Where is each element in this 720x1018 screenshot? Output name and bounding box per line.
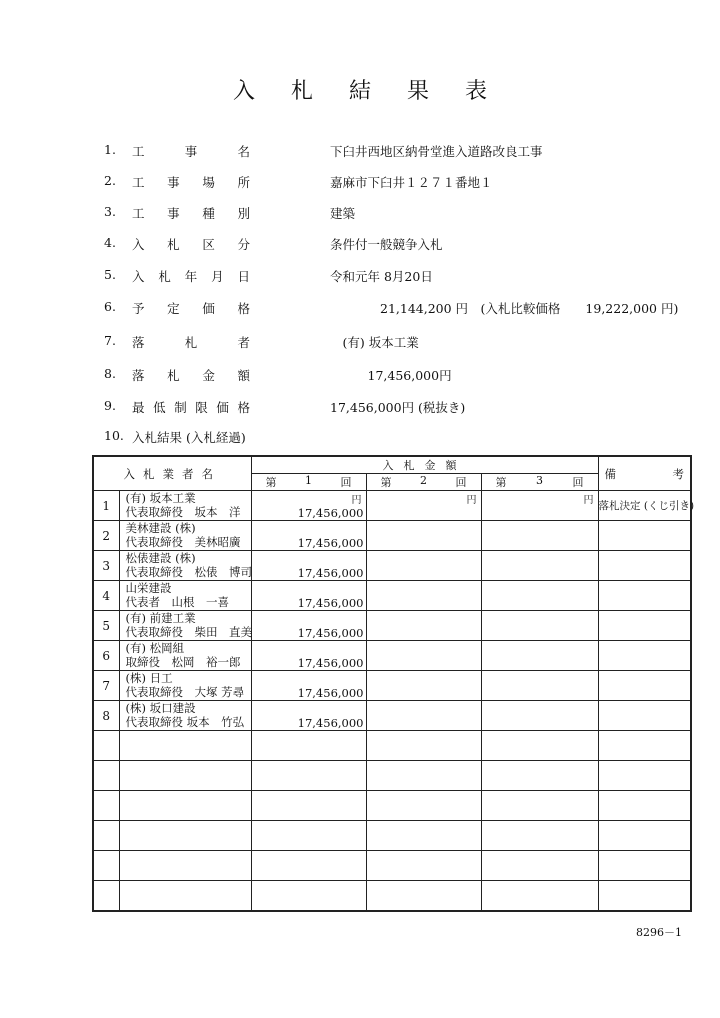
empty-cell <box>93 851 119 881</box>
field-label-char: 事 <box>167 206 180 221</box>
empty-cell <box>366 851 481 881</box>
row-index: 7 <box>93 671 119 701</box>
section-10-label: 入札結果 (入札経過) <box>132 430 246 445</box>
empty-cell <box>598 881 691 912</box>
bidder-company: 山栄建設 <box>125 581 172 595</box>
field-number: 5. <box>104 267 116 282</box>
remarks-cell: 落札決定 (くじ引き) <box>598 491 691 521</box>
empty-table-row <box>93 761 691 791</box>
field-label-char: 価 <box>216 400 229 415</box>
bidder-representative: 代表取締役 大塚 芳尋 <box>125 685 245 699</box>
field-value: 21,144,200 円 (入札比較価格 19,222,000 円) <box>330 301 679 316</box>
table-row <box>93 551 691 581</box>
row-index: 2 <box>93 521 119 551</box>
empty-cell <box>481 761 598 791</box>
empty-table-row <box>93 881 691 912</box>
field-label-char: 格 <box>237 301 250 316</box>
field-label <box>132 299 250 317</box>
empty-cell <box>366 791 481 821</box>
round-label-part: 回 <box>340 476 352 489</box>
empty-cell <box>251 791 366 821</box>
bidder-representative: 代表取締役 坂本 洋 <box>125 505 241 519</box>
bidder-company: (株) 坂口建設 <box>125 701 196 715</box>
round-label-part: 第 <box>265 476 277 489</box>
field-label-char: 場 <box>202 175 215 190</box>
yen-unit: 円 <box>351 495 362 506</box>
bidder-representative: 代表取締役 美林昭廣 <box>125 535 241 549</box>
bid-amount-round-3 <box>481 491 598 521</box>
title-char: 札 <box>290 79 313 104</box>
field-label-char: 金 <box>202 368 215 383</box>
table-row <box>93 701 691 731</box>
bid-amount-value: 17,456,000 <box>297 686 364 700</box>
bid-amount-value: 17,456,000 <box>297 656 364 670</box>
field-label-char: 日 <box>237 269 250 284</box>
field-label <box>132 333 250 351</box>
field-label-char: 価 <box>202 301 215 316</box>
table-row <box>93 641 691 671</box>
bid-amount-round-3 <box>481 581 598 611</box>
empty-cell <box>481 881 598 912</box>
field-label-char: 額 <box>237 368 250 383</box>
header-bid-amount: 入札金額 <box>251 456 598 474</box>
field-label-char: 種 <box>202 206 215 221</box>
empty-cell <box>93 821 119 851</box>
field-label-char: 事 <box>184 144 198 159</box>
empty-cell <box>598 821 691 851</box>
field-label-char: 予 <box>132 301 145 316</box>
bid-amount-round-3 <box>481 611 598 641</box>
bid-amount-round-2 <box>366 641 481 671</box>
empty-cell <box>481 731 598 761</box>
bid-amount-value: 17,456,000 <box>297 596 364 610</box>
field-number: 6. <box>104 299 116 314</box>
bid-amount-value: 17,456,000 <box>297 626 364 640</box>
bid-amount-value: 17,456,000 <box>297 536 364 550</box>
empty-cell <box>366 761 481 791</box>
round-label-part: 回 <box>455 476 467 489</box>
round-label-part: 1 <box>305 474 312 487</box>
field-label-char: 所 <box>237 175 250 190</box>
table-row <box>93 611 691 641</box>
field-label-char: 工 <box>132 175 145 190</box>
bidder-cell <box>119 551 251 581</box>
header-remarks-a: 備 <box>604 466 617 481</box>
bidder-cell <box>119 581 251 611</box>
empty-cell <box>251 881 366 912</box>
title-char: 表 <box>465 79 488 104</box>
empty-cell <box>93 761 119 791</box>
field-label-char: 札 <box>184 335 198 350</box>
bid-amount-round-1 <box>251 641 366 671</box>
field-value: 嘉麻市下臼井１２７１番地１ <box>330 175 493 190</box>
remarks-cell <box>598 641 691 671</box>
round-label-part: 回 <box>572 476 584 489</box>
field-number: 9. <box>104 398 116 413</box>
bid-amount-round-1 <box>251 491 366 521</box>
field-value: 建築 <box>330 206 356 221</box>
field-number: 7. <box>104 333 116 348</box>
row-index: 6 <box>93 641 119 671</box>
field-number: 3. <box>104 204 116 219</box>
title-char: 入 <box>232 79 255 104</box>
round-label-part: 第 <box>495 476 507 489</box>
field-value: 下臼井西地区納骨堂進入道路改良工事 <box>330 144 543 159</box>
empty-cell <box>598 851 691 881</box>
table-row <box>93 671 691 701</box>
yen-unit: 円 <box>583 495 594 506</box>
field-label <box>132 204 250 222</box>
field-label-char: 者 <box>237 335 250 350</box>
empty-cell <box>119 851 251 881</box>
field-label-char: 札 <box>167 237 180 252</box>
bid-amount-round-2 <box>366 551 481 581</box>
field-label-char: 札 <box>158 269 171 284</box>
bid-amount-round-1 <box>251 701 366 731</box>
empty-cell <box>366 731 481 761</box>
field-label-char: 年 <box>184 269 198 284</box>
field-label-char: 落 <box>132 368 145 383</box>
row-index: 1 <box>93 491 119 521</box>
remarks-cell <box>598 581 691 611</box>
field-value: 17,456,000円 <box>330 368 452 383</box>
round-label-part: 第 <box>380 476 392 489</box>
row-index: 5 <box>93 611 119 641</box>
field-label-char: 落 <box>132 335 145 350</box>
bid-amount-round-2 <box>366 611 481 641</box>
title-char: 果 <box>407 79 430 104</box>
empty-table-row <box>93 821 691 851</box>
bid-results-table <box>92 455 695 912</box>
empty-cell <box>366 821 481 851</box>
field-label-char: 格 <box>237 400 250 415</box>
empty-cell <box>251 731 366 761</box>
field-label <box>132 142 250 160</box>
field-label-char: 月 <box>211 269 224 284</box>
empty-cell <box>481 791 598 821</box>
bidder-cell <box>119 491 251 521</box>
empty-cell <box>119 791 251 821</box>
bid-amount-round-3 <box>481 551 598 581</box>
bidder-company: (有) 松岡組 <box>125 641 185 655</box>
field-label <box>132 267 250 285</box>
row-index: 3 <box>93 551 119 581</box>
table-row <box>93 521 691 551</box>
field-number: 2. <box>104 173 116 188</box>
field-label-char: 事 <box>167 175 180 190</box>
bid-amount-round-3 <box>481 671 598 701</box>
field-label-char: 入 <box>132 269 145 284</box>
field-label <box>132 398 250 416</box>
bidder-representative: 代表取締役 松俵 博司 <box>125 565 252 579</box>
bid-amount-round-1 <box>251 521 366 551</box>
empty-table-row <box>93 851 691 881</box>
empty-cell <box>119 761 251 791</box>
empty-cell <box>251 851 366 881</box>
remarks-cell <box>598 701 691 731</box>
page-title <box>0 74 720 105</box>
bid-amount-round-1 <box>251 671 366 701</box>
field-label-char: 定 <box>167 301 180 316</box>
field-label-char: 工 <box>132 144 145 159</box>
field-value: (有) 坂本工業 <box>330 335 419 350</box>
title-char: 結 <box>348 79 371 104</box>
table-row <box>93 581 691 611</box>
bid-amount-round-1 <box>251 611 366 641</box>
bidder-cell <box>119 641 251 671</box>
header-remarks <box>598 456 691 491</box>
field-label-char: 限 <box>195 400 208 415</box>
bidder-company: (有) 坂本工業 <box>125 491 196 505</box>
empty-cell <box>93 791 119 821</box>
round-label-part: 2 <box>420 474 427 487</box>
empty-cell <box>93 731 119 761</box>
empty-cell <box>481 851 598 881</box>
field-label-char: 制 <box>174 400 187 415</box>
bid-amount-round-3 <box>481 701 598 731</box>
bid-amount-round-2 <box>366 491 481 521</box>
header-round-3 <box>481 474 598 491</box>
bid-amount-round-2 <box>366 671 481 701</box>
bidder-cell <box>119 521 251 551</box>
bidder-representative: 取締役 松岡 裕一郎 <box>125 655 241 669</box>
bid-amount-round-3 <box>481 521 598 551</box>
field-label-char: 工 <box>132 206 145 221</box>
empty-cell <box>119 731 251 761</box>
bidder-company: (有) 前建工業 <box>125 611 196 625</box>
bid-amount-value: 17,456,000 <box>297 566 364 580</box>
bid-amount-value: 17,456,000 <box>297 506 364 520</box>
empty-cell <box>251 821 366 851</box>
field-label <box>132 235 250 253</box>
row-index: 8 <box>93 701 119 731</box>
bidder-cell <box>119 671 251 701</box>
table-row <box>93 491 691 521</box>
bid-amount-round-2 <box>366 521 481 551</box>
empty-cell <box>119 821 251 851</box>
remarks-cell <box>598 611 691 641</box>
row-index: 4 <box>93 581 119 611</box>
field-number: 1. <box>104 142 116 157</box>
field-value: 令和元年 8月20日 <box>330 269 433 284</box>
empty-cell <box>598 761 691 791</box>
section-10-number: 10. <box>104 428 124 443</box>
empty-table-row <box>93 791 691 821</box>
page-number: 8296－1 <box>636 926 682 939</box>
field-value: 条件付一般競争入札 <box>330 237 443 252</box>
remarks-cell <box>598 551 691 581</box>
bidder-representative: 代表取締役 柴田 直美 <box>125 625 252 639</box>
field-label <box>132 173 250 191</box>
field-label-char: 最 <box>132 400 145 415</box>
bidder-cell <box>119 701 251 731</box>
bid-amount-value: 17,456,000 <box>297 716 364 730</box>
field-label-char: 分 <box>237 237 250 252</box>
header-round-2 <box>366 474 481 491</box>
empty-cell <box>93 881 119 912</box>
bid-amount-round-3 <box>481 641 598 671</box>
field-value: 17,456,000円 (税抜き) <box>330 400 466 415</box>
empty-cell <box>366 881 481 912</box>
bid-amount-round-1 <box>251 551 366 581</box>
empty-table-row <box>93 731 691 761</box>
field-label-char: 入 <box>132 237 145 252</box>
bidder-cell <box>119 611 251 641</box>
empty-cell <box>119 881 251 912</box>
remarks-cell <box>598 671 691 701</box>
field-label-char: 名 <box>237 144 250 159</box>
round-label-part: 3 <box>536 474 543 487</box>
bidder-company: (株) 日工 <box>125 671 173 685</box>
remarks-cell <box>598 521 691 551</box>
bidder-representative: 代表者 山根 一喜 <box>125 595 229 609</box>
empty-cell <box>598 791 691 821</box>
header-round-1 <box>251 474 366 491</box>
bid-amount-round-1 <box>251 581 366 611</box>
field-label-char: 区 <box>202 237 215 252</box>
field-label <box>132 366 250 384</box>
bidder-company: 美林建設 (株) <box>125 521 196 535</box>
field-number: 8. <box>104 366 116 381</box>
empty-cell <box>598 731 691 761</box>
header-bidder-name: 入札業者名 <box>93 456 251 491</box>
field-label-char: 低 <box>153 400 166 415</box>
bid-amount-round-2 <box>366 581 481 611</box>
bidder-company: 松俵建設 (株) <box>125 551 196 565</box>
yen-unit: 円 <box>466 495 477 506</box>
field-label-char: 札 <box>167 368 180 383</box>
header-remarks-b: 考 <box>672 466 685 481</box>
field-label-char: 別 <box>237 206 250 221</box>
empty-cell <box>251 761 366 791</box>
bidder-representative: 代表取締役 坂本 竹弘 <box>125 715 245 729</box>
empty-cell <box>481 821 598 851</box>
bid-amount-round-2 <box>366 701 481 731</box>
field-number: 4. <box>104 235 116 250</box>
